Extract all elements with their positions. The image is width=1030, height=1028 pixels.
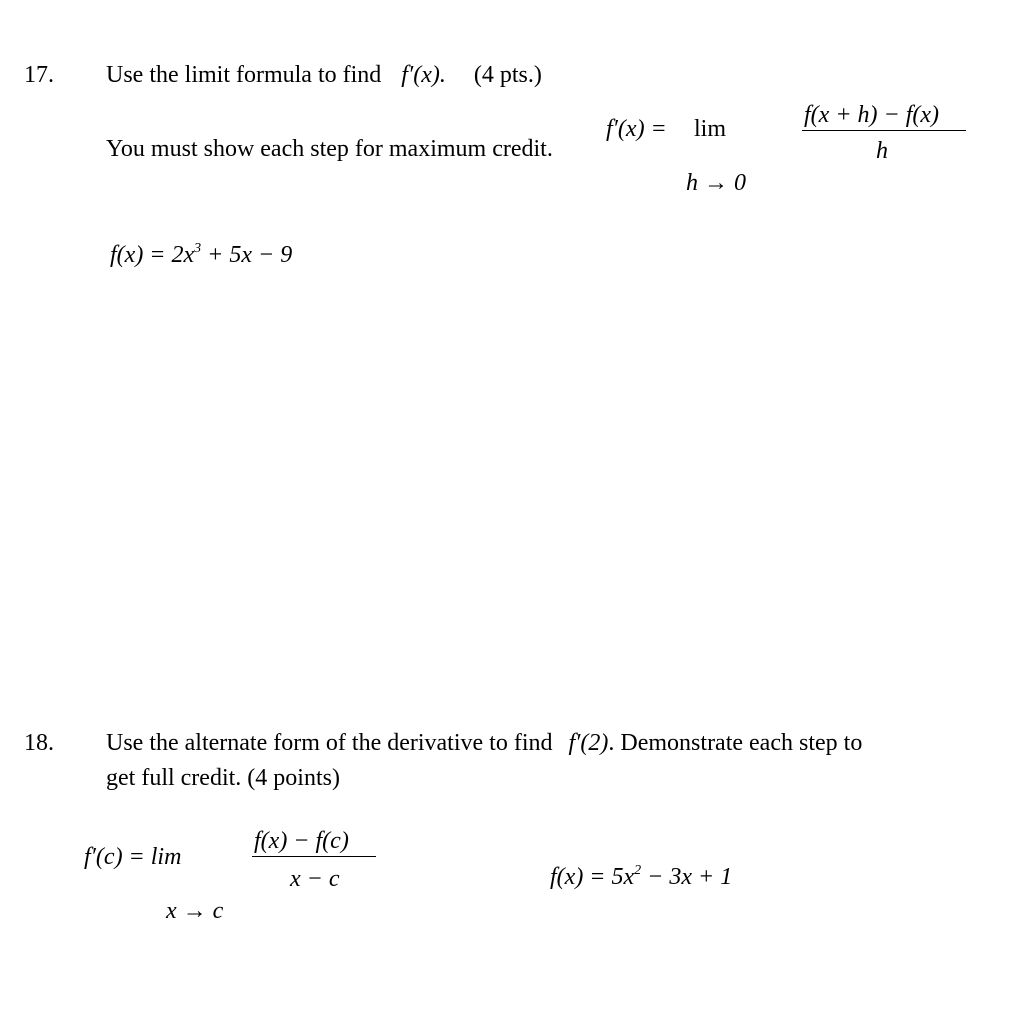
question-17-fraction-bar xyxy=(802,130,966,131)
question-17-instruction xyxy=(106,62,542,89)
question-18-formula-numerator: f(x) − f(c) xyxy=(254,828,349,854)
question-17-formula-numerator: f(x + h) − f(x) xyxy=(804,102,939,128)
question-17-formula-lhs: f′(x) = xyxy=(606,116,667,142)
question-17-formula-lim: lim xyxy=(694,116,727,142)
question-17-given-exponent: 3 xyxy=(194,241,202,256)
question-18-formula-lhs: f′(c) = lim xyxy=(84,844,182,870)
question-18-given-rhs: − 3x + 1 xyxy=(647,864,733,890)
question-18-instruction-suffix: . Demonstrate each step to xyxy=(608,730,863,756)
question-17-given-lhs: f(x) = 2x xyxy=(110,242,195,268)
question-17-points: (4 pts.) xyxy=(473,62,542,88)
question-17-given-rhs: + 5x − 9 xyxy=(207,242,293,268)
question-18-instruction-prefix: Use the alternate form of the derivative to find xyxy=(106,730,553,756)
question-17-instruction-prefix: Use the limit formula to find xyxy=(106,62,382,88)
question-18-instruction xyxy=(106,730,862,757)
question-17-given-function xyxy=(110,242,292,269)
question-17-formula-subscript: h → 0 xyxy=(686,170,746,196)
question-18-fraction-bar xyxy=(252,856,376,857)
question-18-formula-denominator: x − c xyxy=(290,866,340,892)
question-18-instruction-line2: get full credit. (4 points) xyxy=(106,765,340,791)
question-18-given-lhs: f(x) = 5x xyxy=(550,864,635,890)
question-17-number: 17. xyxy=(24,62,54,88)
question-17-note: You must show each step for maximum credit. xyxy=(106,136,553,162)
question-18-given-exponent: 2 xyxy=(634,863,642,878)
question-18-formula-subscript: x → c xyxy=(166,898,224,924)
question-17-target: f′(x). xyxy=(401,62,446,88)
question-18-given-function xyxy=(550,864,732,891)
question-17-formula-denominator: h xyxy=(876,138,888,164)
question-18-target: f′(2) xyxy=(568,730,609,756)
question-18-number: 18. xyxy=(24,730,54,756)
